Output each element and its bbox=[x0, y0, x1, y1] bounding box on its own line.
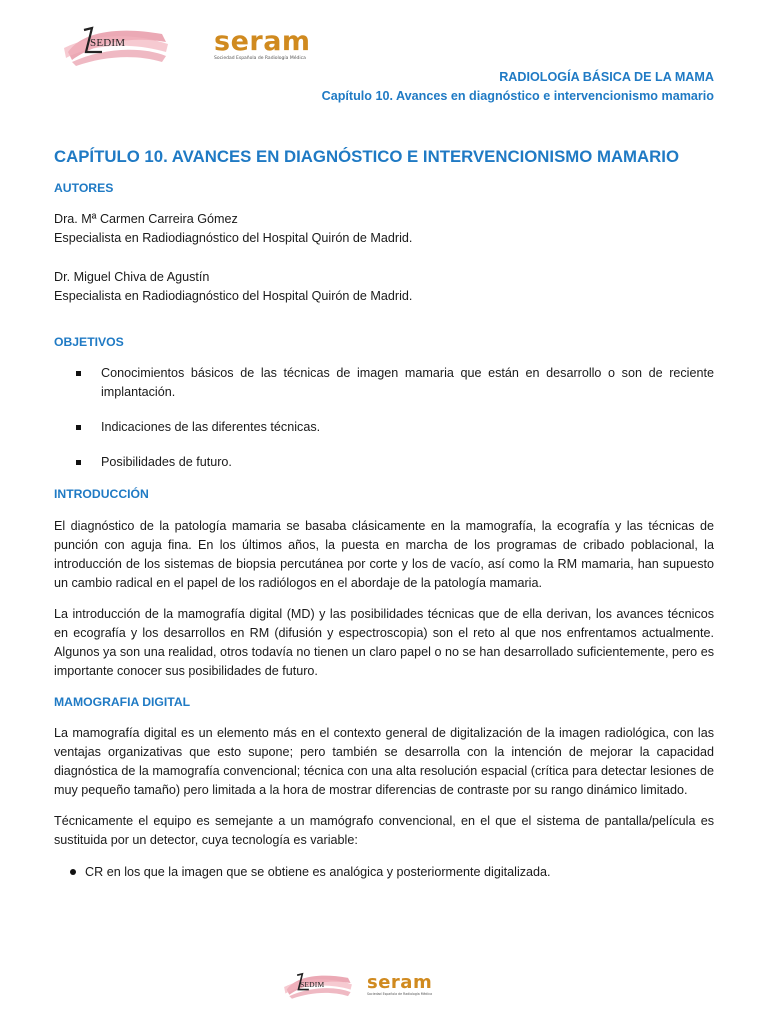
objectives-heading: OBJETIVOS bbox=[54, 335, 124, 349]
footer-seram-logo bbox=[367, 974, 432, 996]
author-affiliation: Especialista en Radiodiagnóstico del Hospital Quirón de Madrid. bbox=[54, 289, 413, 303]
list-item: Indicaciones de las diferentes técnicas. bbox=[54, 418, 714, 437]
seram-logo-text: seram bbox=[367, 972, 433, 993]
sedim-logo-text: SEDIM bbox=[90, 37, 126, 49]
seram-logo-tagline: Sociedad Española de Radiología Médica bbox=[214, 56, 306, 61]
main-content bbox=[54, 146, 714, 882]
author-block bbox=[54, 210, 714, 248]
paragraph: Técnicamente el equipo es semejante a un mamógrafo convencional, en el que el sistema de pantalla/película es sustituida por un detector, cuya tecnología es variable: bbox=[54, 814, 714, 847]
introduction-heading: INTRODUCCIÓN bbox=[54, 487, 149, 501]
footer-sedim-logo bbox=[282, 970, 354, 1000]
paragraph: La introducción de la mamografía digital (MD) y las posibilidades técnicas que de ella derivan, los avances técnicos en ecografía y los desarrollos en RM (difusión y espectroscopia) son el reto al que nos enfrentamos actualmente. Algunos ya son una realidad, otros todavía no tienen un claro papel o no se han desarrollado suficientemente, pero es importante conocer sus posibilidades de futuro. bbox=[54, 607, 714, 678]
seram-logo-tagline: Sociedad Española de Radiología Médica bbox=[367, 992, 433, 996]
seram-logo-text: seram bbox=[214, 26, 311, 57]
round-bullet-icon bbox=[70, 869, 76, 875]
running-header bbox=[322, 68, 714, 106]
objectives-list bbox=[54, 364, 714, 472]
square-bullet-icon bbox=[76, 460, 81, 465]
chapter-subtitle: Capítulo 10. Avances en diagnóstico e intervencionismo mamario bbox=[321, 89, 714, 103]
sedim-logo bbox=[62, 22, 170, 68]
authors-heading: AUTORES bbox=[54, 181, 114, 195]
list-item: CR en los que la imagen que se obtiene es analógica y posteriormente digitalizada. bbox=[54, 863, 714, 882]
square-bullet-icon bbox=[76, 371, 81, 376]
paragraph: El diagnóstico de la patología mamaria se basaba clásicamente en la mamografía, la ecografía y las técnicas de punción con aguja fina. En los últimos años, la puesta en marcha de los programas de cribado poblacional, la introducción de los sistemas de biopsia percutánea por corte y los de vacío, así como la RM mamaria, han supuesto un cambio radical en el papel de los radiólogos en el abordaje de la patología mamaria. bbox=[54, 519, 714, 590]
author-name: Dra. Mª Carmen Carreira Gómez bbox=[54, 212, 238, 226]
detector-list bbox=[54, 863, 714, 882]
sedim-logo-text: SEDIM bbox=[300, 980, 325, 989]
digital-mammography-heading: MAMOGRAFIA DIGITAL bbox=[54, 695, 191, 709]
author-affiliation: Especialista en Radiodiagnóstico del Hospital Quirón de Madrid. bbox=[54, 231, 413, 245]
paragraph: La mamografía digital es un elemento más en el contexto general de digitalización de la imagen radiológica, con las ventajas organizativas que esto supone; pero también se desarrolla con la intención de mejorar la capacidad diagnóstica de la mamografía convencional; técnica con una alta resolución espacial (crítica para detectar lesiones de muy pequeño tamaño) pero limitada a la hora de mostrar diferencias de contraste por su rango dinámico limitado. bbox=[54, 726, 714, 797]
chapter-title: CAPÍTULO 10. AVANCES EN DIAGNÓSTICO E INTERVENCIONISMO MAMARIO bbox=[54, 147, 679, 166]
list-item: Conocimientos básicos de las técnicas de imagen mamaria que están en desarrollo o son de reciente implantación. bbox=[54, 364, 714, 402]
seram-logo bbox=[214, 28, 311, 62]
list-item: Posibilidades de futuro. bbox=[54, 453, 714, 472]
author-name: Dr. Miguel Chiva de Agustín bbox=[54, 270, 210, 284]
square-bullet-icon bbox=[76, 425, 81, 430]
author-block bbox=[54, 268, 714, 306]
book-title: RADIOLOGÍA BÁSICA DE LA MAMA bbox=[499, 70, 714, 84]
